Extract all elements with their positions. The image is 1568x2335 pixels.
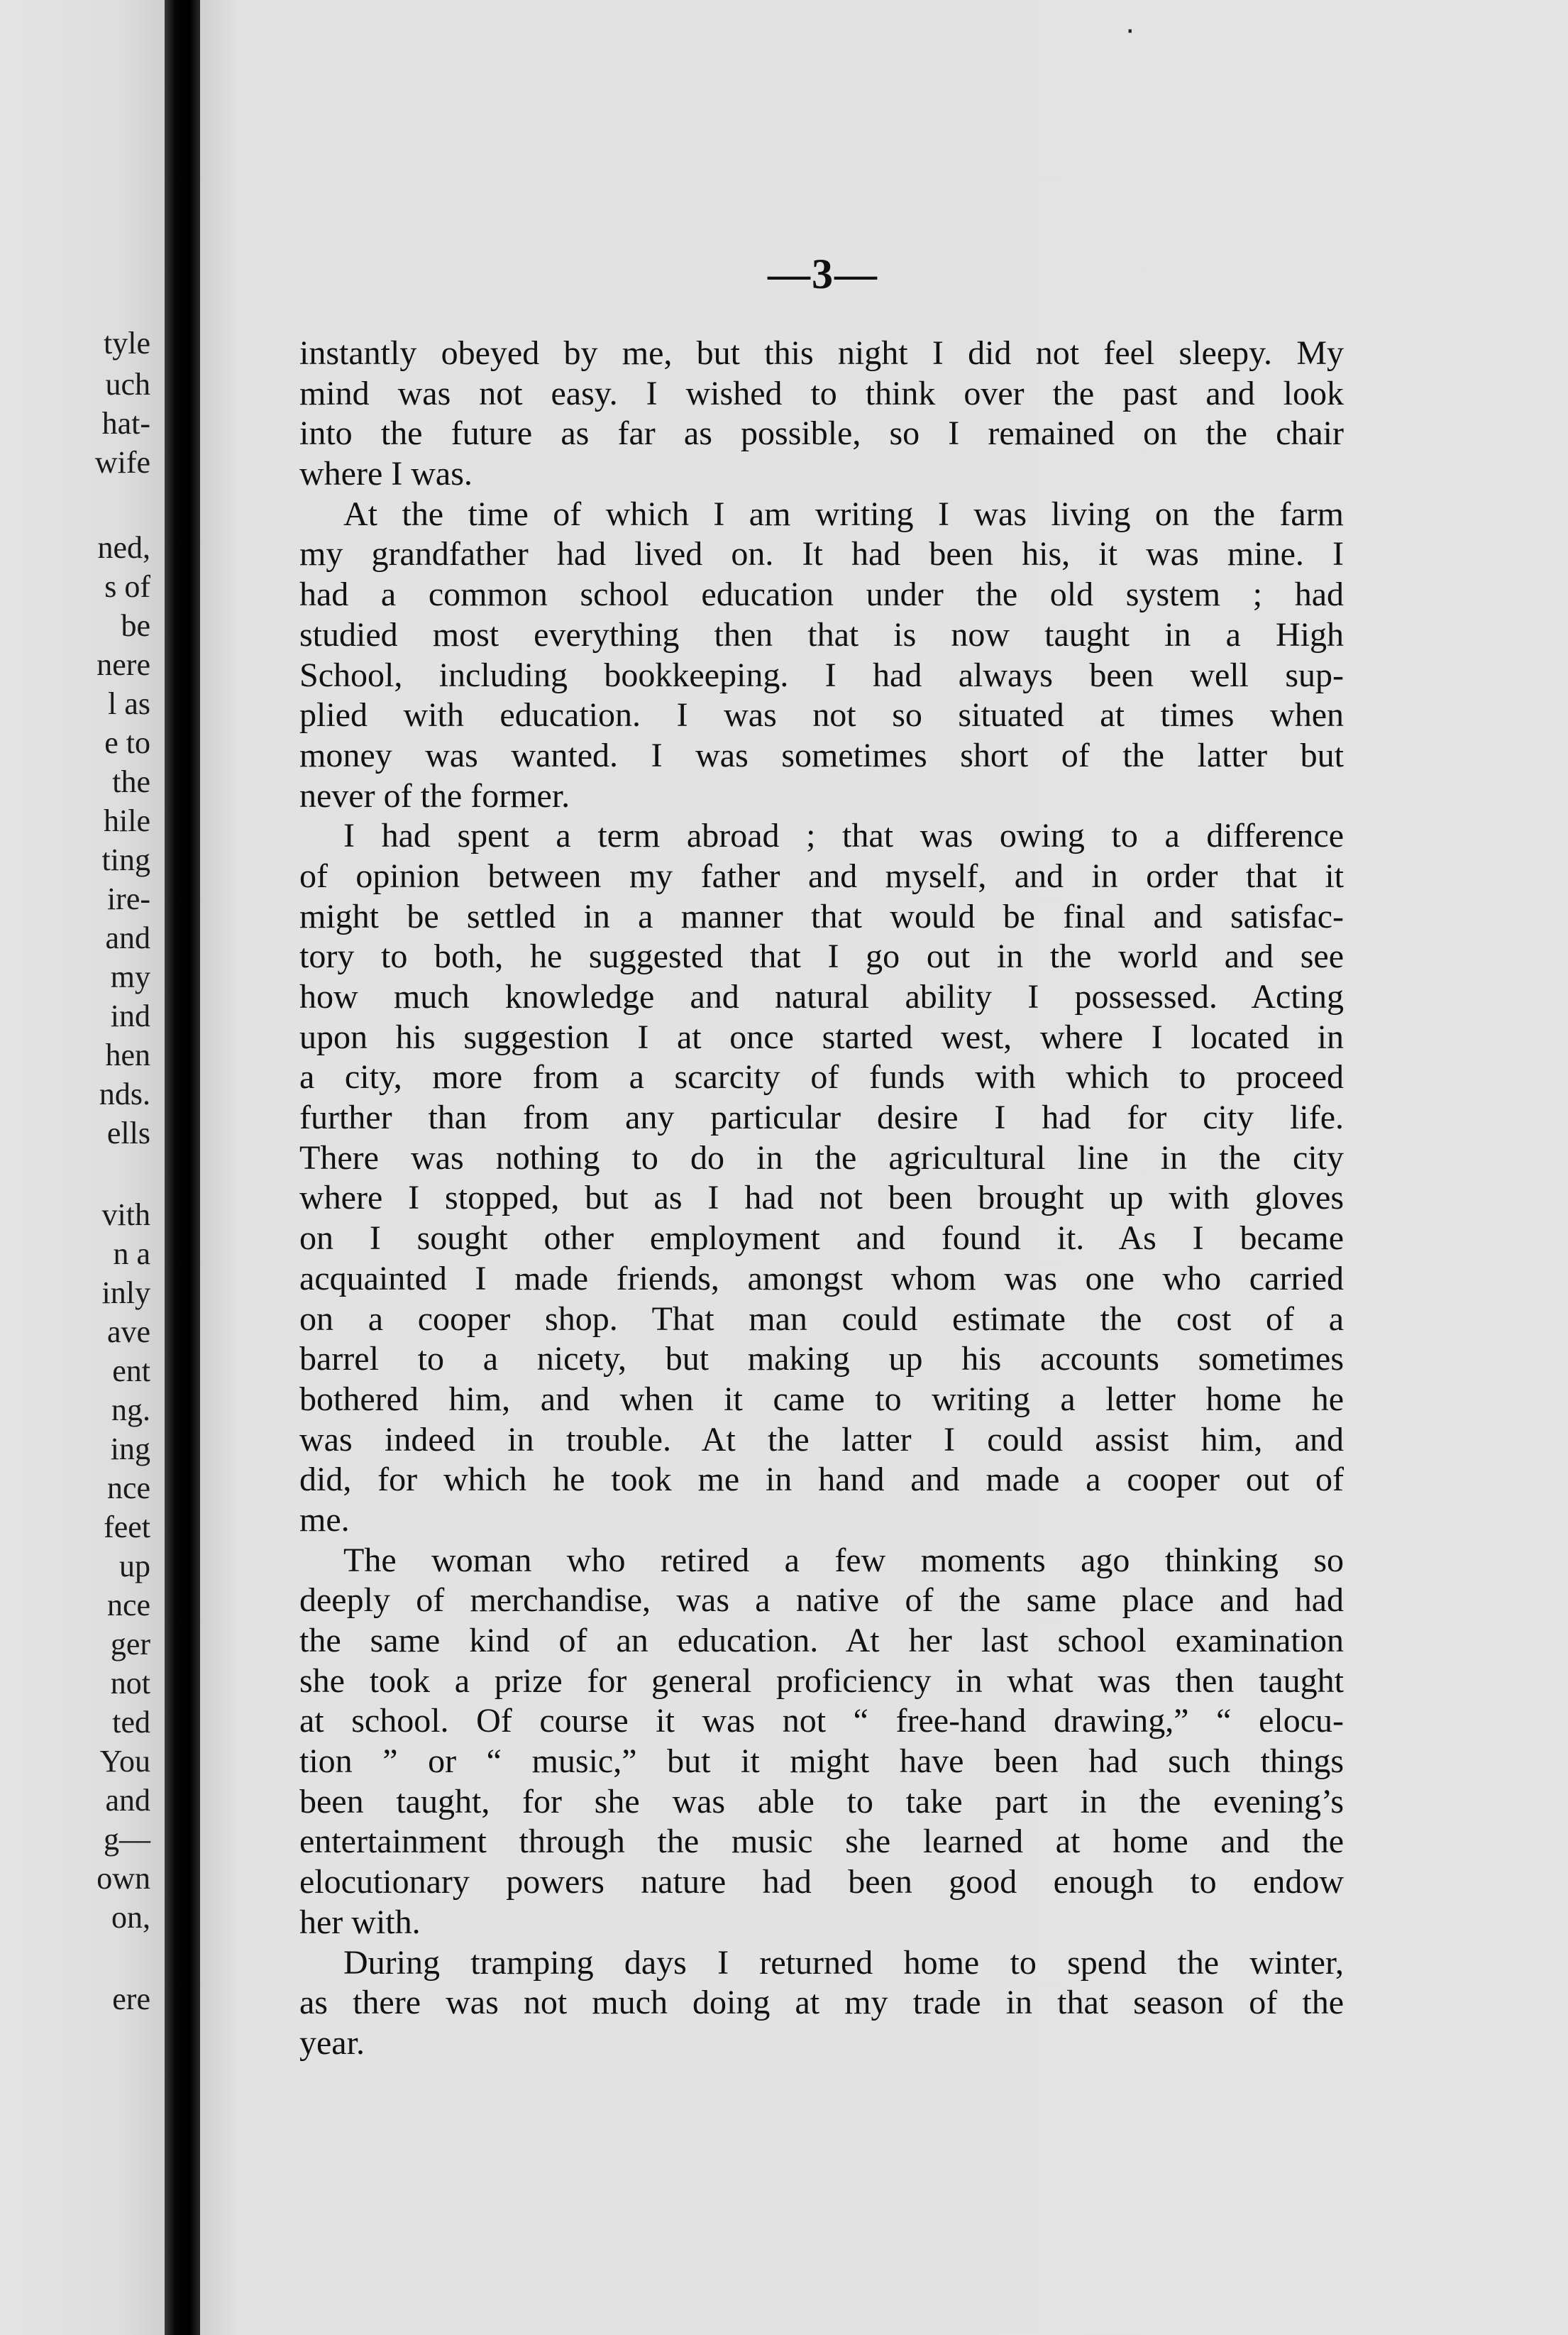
- text-line: a city, more from a scarcity of funds with which to proceed: [299, 1058, 1344, 1097]
- facing-page-fragment: on,: [111, 1900, 150, 1935]
- text-line: year.: [299, 2023, 365, 2062]
- text-line: might be settled in a manner that would be final and satisfac-: [299, 897, 1344, 935]
- text-line: mind was not easy. I wished to think over the past and look: [299, 374, 1344, 412]
- text-line: At the time of which I am writing I was living on the farm: [343, 495, 1344, 533]
- text-line: The woman who retired a few moments ago thinking so: [343, 1541, 1344, 1579]
- text-line: how much knowledge and natural ability I possessed. Acting: [299, 978, 1344, 1016]
- text-line: upon his suggestion I at once started west, where I located in: [299, 1018, 1344, 1056]
- facing-page-fragment: up: [119, 1549, 150, 1583]
- facing-page-fragment: vith: [101, 1197, 150, 1232]
- facing-page-fragment: ting: [101, 842, 150, 877]
- text-line: where I stopped, but as I had not been brought up with gloves: [299, 1179, 1344, 1217]
- text-line: elocutionary powers nature had been good enough to endow: [299, 1863, 1344, 1901]
- facing-page-fragment: g—: [104, 1822, 150, 1857]
- text-line: into the future as far as possible, so I remained on the chair: [299, 414, 1344, 453]
- facing-page-fragment: ing: [110, 1432, 150, 1466]
- text-line: plied with education. I was not so situated at times when: [299, 696, 1344, 735]
- text-line: acquainted I made friends, amongst whom was one who carried: [299, 1259, 1344, 1297]
- text-line: the same kind of an education. At her last school examination: [299, 1622, 1344, 1659]
- text-line: During tramping days I returned home to spend the winter,: [343, 1943, 1344, 1982]
- facing-page-fragment: hile: [104, 803, 150, 838]
- facing-page-fragment: and: [105, 921, 150, 955]
- text-line: where I was.: [299, 455, 473, 493]
- text-line: tory to both, he suggested that I go out in the world and see: [299, 938, 1344, 976]
- facing-page-fragment: ere: [112, 1982, 150, 2016]
- facing-page-fragment: e to: [104, 725, 150, 760]
- facing-page-fragment: hen: [105, 1038, 150, 1072]
- facing-page-fragment: own: [96, 1861, 150, 1896]
- facing-page-fragment: the: [112, 764, 150, 799]
- text-line: barrel to a nicety, but making up his accounts sometimes: [299, 1340, 1344, 1378]
- text-line: on a cooper shop. That man could estimate the cost of a: [299, 1300, 1344, 1338]
- text-line: further than from any particular desire I had for city life.: [299, 1099, 1344, 1137]
- facing-page-fragment: nds.: [99, 1077, 150, 1111]
- text-line: money was wanted. I was sometimes short of the latter but: [299, 736, 1344, 774]
- facing-page-fragment: s of: [104, 569, 150, 604]
- facing-page-fragment: be: [121, 608, 150, 643]
- text-line: deeply of merchandise, was a native of the same place and had: [299, 1581, 1344, 1620]
- text-line: she took a prize for general proficiency in what was then taught: [299, 1661, 1344, 1700]
- text-line: studied most everything then that is now taught in a High: [299, 615, 1344, 654]
- text-line: at school. Of course it was not “ free-hand drawing,” “ elocu-: [299, 1702, 1344, 1740]
- facing-page-fragment: ent: [112, 1353, 150, 1388]
- facing-page-fragment: ng.: [111, 1392, 150, 1427]
- page-number: —3—: [768, 251, 878, 297]
- facing-page-fragment: ted: [112, 1705, 150, 1740]
- facing-page-fragment: You: [99, 1744, 150, 1779]
- text-line: entertainment through the music she learned at home and the: [299, 1823, 1344, 1861]
- facing-page-fragment: and: [105, 1783, 150, 1818]
- facing-page-fragment: uch: [105, 367, 150, 402]
- body-text: [299, 334, 1344, 2064]
- facing-page-fragment: my: [110, 960, 150, 994]
- facing-page-fragment: tyle: [104, 326, 150, 361]
- text-line: was indeed in trouble. At the latter I could assist him, and: [299, 1420, 1344, 1458]
- text-line: my grandfather had lived on. It had been his, it was mine. I: [299, 535, 1344, 573]
- facing-page-fragment: wife: [94, 445, 150, 480]
- facing-page-fragment: nce: [106, 1588, 150, 1622]
- text-line: bothered him, and when it came to writing a letter home he: [299, 1380, 1344, 1418]
- text-line: School, including bookkeeping. I had always been well sup-: [299, 656, 1344, 694]
- text-line: never of the former.: [299, 776, 570, 815]
- facing-page-fragment: ger: [110, 1627, 150, 1661]
- facing-page-fragment: ells: [106, 1116, 150, 1150]
- text-line: instantly obeyed by me, but this night I did not feel sleepy. My: [299, 334, 1344, 372]
- facing-page-margin: [0, 0, 165, 2335]
- facing-page-fragment: ind: [110, 999, 150, 1033]
- text-line: me.: [299, 1500, 350, 1539]
- facing-page-fragment: feet: [104, 1510, 150, 1544]
- book-spine-gutter: [165, 0, 200, 2335]
- text-line: as there was not much doing at my trade in that season of the: [299, 1984, 1344, 2022]
- facing-page-fragment: nce: [106, 1471, 150, 1505]
- text-line: tion ” or “ music,” but it might have been had such things: [299, 1742, 1344, 1781]
- text-line: did, for which he took me in hand and made a cooper out of: [299, 1461, 1344, 1499]
- facing-page-fragment: ave: [106, 1314, 150, 1349]
- facing-page-fragment: l as: [108, 686, 150, 721]
- text-line: had a common school education under the old system ; had: [299, 576, 1344, 614]
- facing-page-fragment: hat-: [101, 406, 150, 441]
- page-mark: ٠: [1122, 13, 1138, 45]
- facing-page-fragment: ned,: [97, 530, 150, 565]
- text-line: her with.: [299, 1903, 421, 1941]
- text-line: There was nothing to do in the agricultural line in the city: [299, 1138, 1344, 1177]
- text-line: on I sought other employment and found it. As I became: [299, 1219, 1344, 1258]
- facing-page-fragment: inly: [101, 1275, 150, 1310]
- facing-page-fragment: n a: [113, 1236, 150, 1271]
- facing-page-fragment: ire-: [106, 881, 150, 916]
- text-line: been taught, for she was able to take part in the evening’s: [299, 1782, 1344, 1820]
- text-line: I had spent a term abroad ; that was owing to a difference: [343, 817, 1344, 855]
- facing-page-fragment: nere: [96, 647, 150, 682]
- text-line: of opinion between my father and myself, and in order that it: [299, 857, 1344, 895]
- facing-page-fragment: not: [110, 1666, 150, 1701]
